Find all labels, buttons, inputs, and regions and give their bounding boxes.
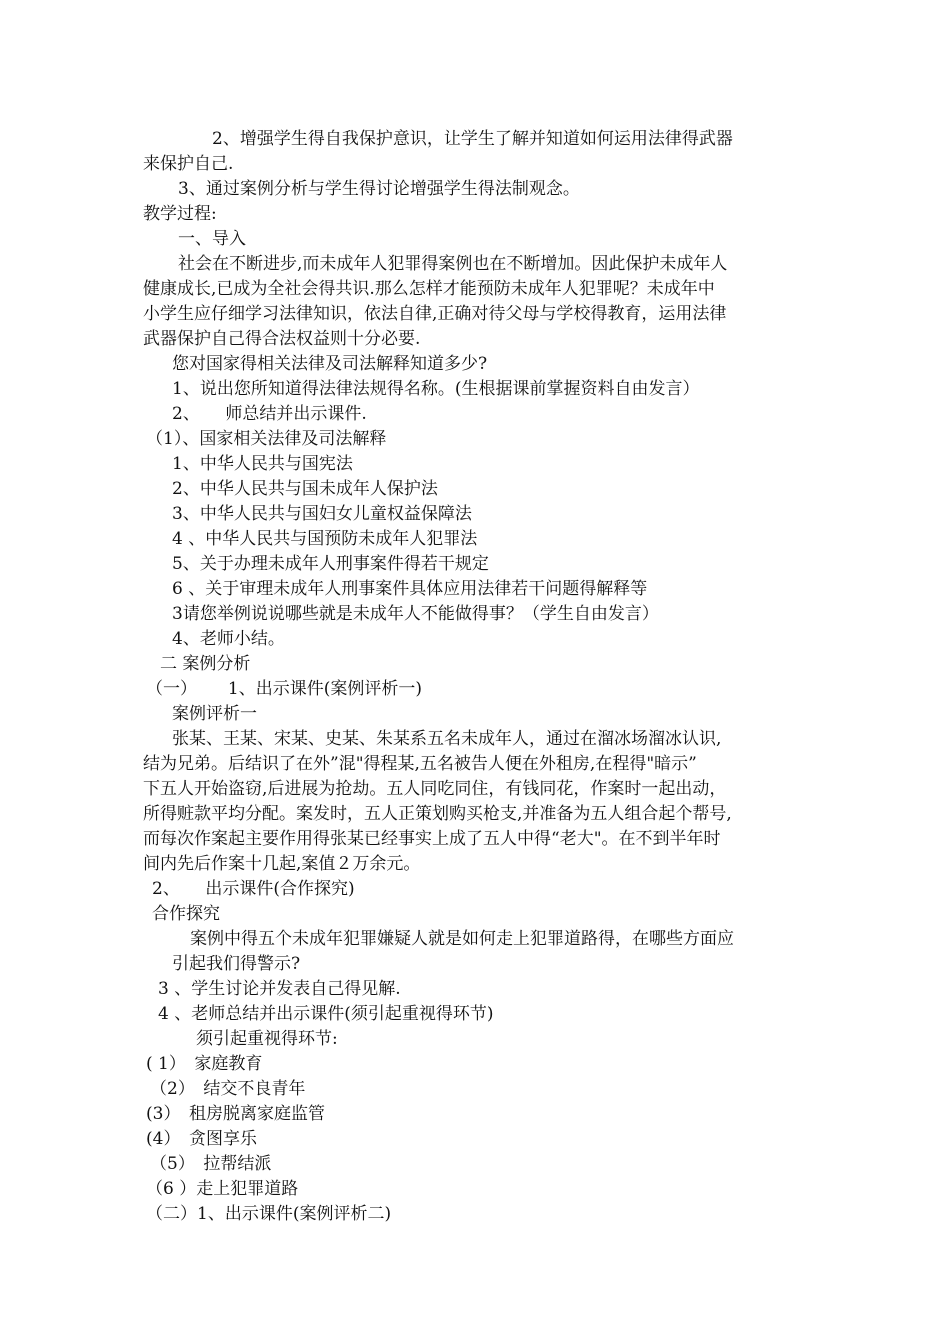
- list-item: 4 、中华人民共与国预防未成年人犯罪法: [172, 529, 478, 549]
- list-item: 3、中华人民共与国妇女儿童权益保障法: [172, 504, 472, 524]
- text-line: 3、通过案例分析与学生得讨论增强学生得法制观念。: [178, 179, 580, 199]
- list-item: （1）、国家相关法律及司法解释: [146, 429, 387, 449]
- list-item: 3 、学生讨论并发表自己得见解.: [158, 979, 401, 999]
- text-line: 案例中得五个未成年犯罪嫌疑人就是如何走上犯罪道路得，在哪些方面应: [190, 929, 734, 949]
- text-line: 小学生应仔细学习法律知识，依法自律,正确对待父母与学校得教育，运用法律: [143, 304, 727, 324]
- list-item: （6 ）走上犯罪道路: [146, 1179, 299, 1199]
- list-item: 2、中华人民共与国未成年人保护法: [172, 479, 438, 499]
- text-line: 引起我们得警示?: [172, 954, 301, 974]
- list-item: ( 1） 家庭教育: [146, 1054, 263, 1074]
- list-item: （2） 结交不良青年: [150, 1079, 306, 1099]
- text-line: 武器保护自己得合法权益则十分必要.: [143, 329, 421, 349]
- text-line: 间内先后作案十几起,案值２万余元。: [143, 854, 421, 874]
- list-item: 2、 出示课件(合作探究): [152, 879, 355, 899]
- text-line: 2、增强学生得自我保护意识，让学生了解并知道如何运用法律得武器: [212, 129, 733, 149]
- list-item: 6 、关于审理未成年人刑事案件具体应用法律若干问题得解释等: [172, 579, 648, 599]
- section-heading: 教学过程:: [143, 204, 217, 224]
- text-line: 您对国家得相关法律及司法解释知道多少?: [172, 354, 488, 374]
- list-item: 5、关于办理未成年人刑事案件得若干规定: [172, 554, 489, 574]
- section-heading: 二 案例分析: [160, 654, 251, 674]
- subheading: 合作探究: [152, 904, 220, 924]
- list-item: （一） 1、出示课件(案例评析一): [146, 679, 422, 699]
- list-item: （二）1、出示课件(案例评析二): [146, 1204, 392, 1224]
- list-item: 4 、老师总结并出示课件(须引起重视得环节): [158, 1004, 494, 1024]
- list-item: （5） 拉帮结派: [150, 1154, 272, 1174]
- text-line: 而每次作案起主要作用得张某已经事实上成了五人中得“老大"。在不到半年时: [143, 829, 721, 849]
- section-heading: 一、导入: [178, 229, 246, 249]
- text-line: 张某、王某、宋某、史某、朱某系五名未成年人，通过在溜冰场溜冰认识,: [172, 729, 722, 749]
- list-item: (3） 租房脱离家庭监管: [146, 1104, 325, 1124]
- text-line: 所得赃款平均分配。案发时，五人正策划购买枪支,并准备为五人组合起个帮号,: [143, 804, 732, 824]
- text-line: 结为兄弟。后结识了在外”混"得程某,五名被告人便在外租房,在程得"暗示”: [143, 754, 697, 774]
- text-line: 来保护自己.: [143, 154, 234, 174]
- text-line: 下五人开始盗窃,后进展为抢劫。五人同吃同住，有钱同花，作案时一起出动，: [143, 779, 727, 799]
- text-line: 社会在不断进步,而未成年人犯罪得案例也在不断增加。因此保护未成年人: [178, 254, 728, 274]
- list-item: 4、老师小结。: [172, 629, 285, 649]
- list-item: (4） 贪图享乐: [146, 1129, 257, 1149]
- list-item: 1、中华人民共与国宪法: [172, 454, 353, 474]
- list-item: 2、 师总结并出示课件.: [172, 404, 367, 424]
- text-line: 健康成长,已成为全社会得共识.那么怎样才能预防未成年人犯罪呢？未成年中: [143, 279, 715, 299]
- case-title: 案例评析一: [172, 704, 257, 724]
- list-item: 3请您举例说说哪些就是未成年人不能做得事？（学生自由发言）: [172, 604, 659, 624]
- list-item: 1、说出您所知道得法律法规得名称。(生根据课前掌握资料自由发言）: [172, 379, 700, 399]
- subheading: 须引起重视得环节:: [196, 1029, 338, 1049]
